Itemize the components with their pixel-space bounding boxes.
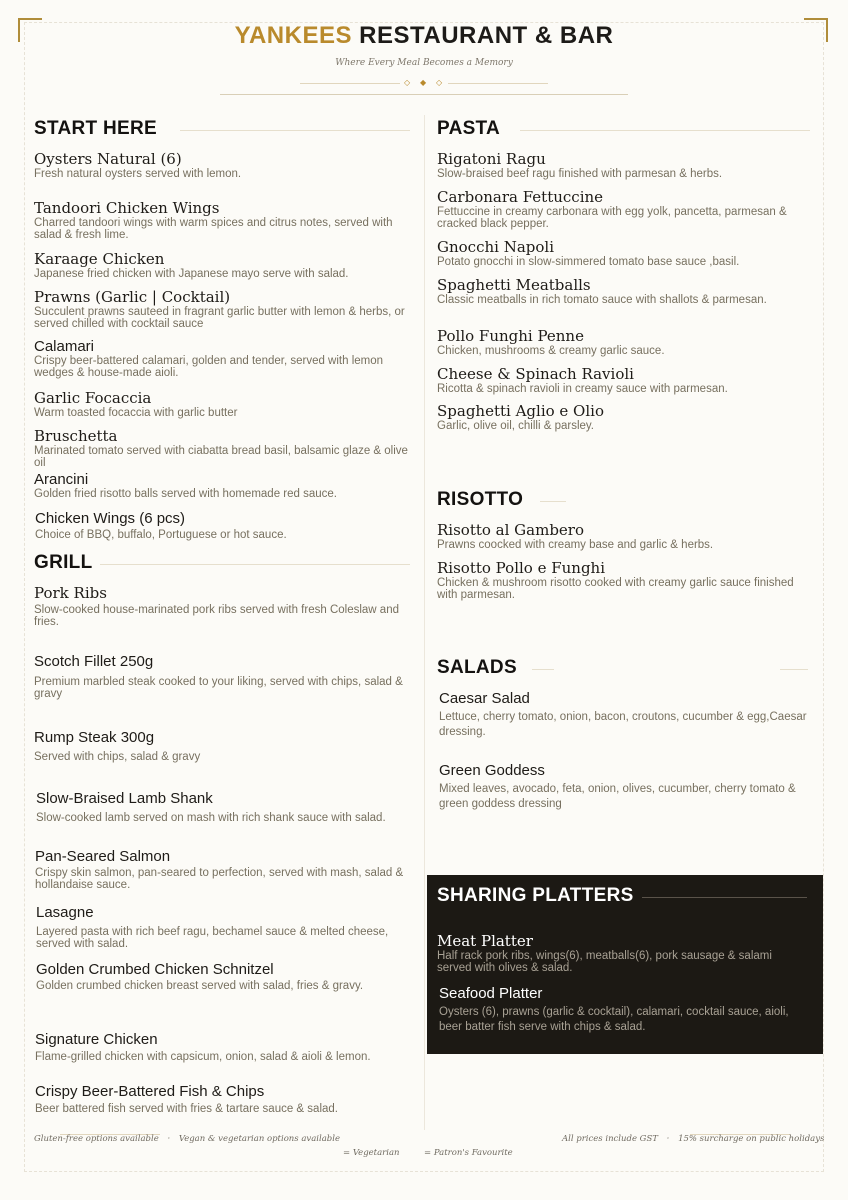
- item-name: Bruschetta: [34, 427, 118, 445]
- item-description: Crispy beer-battered calamari, golden and tender, served with lemon wedges & house-made aioli.: [34, 355, 384, 379]
- item-description: Warm toasted focaccia with garlic butter: [34, 407, 238, 419]
- menu-item: [35, 1083, 415, 1115]
- item-name: Prawns (Garlic | Cocktail): [34, 288, 231, 306]
- item-description: Prawns coocked with creamy base and garlic & herbs.: [437, 539, 714, 551]
- menu-item: [437, 239, 817, 268]
- section-title-grill: GRILL: [34, 552, 93, 573]
- header-ornament: [0, 78, 848, 90]
- section-title-salads: SALADS: [437, 657, 517, 678]
- gst-note: All prices include GST: [562, 1134, 658, 1144]
- menu-item: [34, 428, 414, 469]
- item-description: Garlic, olive oil, chilli & parsley.: [437, 420, 595, 432]
- ornament-line-right: [448, 83, 548, 84]
- item-description: Premium marbled steak cooked to your liking, served with chips, salad & gravy: [34, 676, 403, 700]
- item-description: Oysters (6), prawns (garlic & cocktail), calamari, cocktail sauce, aioli, beer batter fish serve with chips & salad.: [439, 1006, 789, 1033]
- menu-item: [437, 403, 817, 432]
- item-name: Slow-Braised Lamb Shank: [36, 790, 213, 807]
- menu-item: [34, 390, 414, 419]
- item-description: Fettuccine in creamy carbonara with egg yolk, pancetta, parmesan & cracked black pepper.: [437, 206, 787, 230]
- item-description: Lettuce, cherry tomato, onion, bacon, croutons, cucumber & egg,Caesar dressing.: [439, 711, 807, 738]
- item-name: Golden Crumbed Chicken Schnitzel: [36, 961, 274, 978]
- item-description: Mixed leaves, avocado, feta, onion, olives, cucumber, cherry tomato & green goddess dressing: [439, 783, 796, 810]
- section-divider: [540, 501, 566, 502]
- menu-item: [439, 985, 809, 1035]
- sharing-platters-panel: [427, 875, 823, 1054]
- item-description: Japanese fried chicken with Japanese mayo serve with salad.: [34, 268, 349, 280]
- section-title-pasta: PASTA: [437, 118, 501, 139]
- item-name: Spaghetti Meatballs: [437, 276, 591, 294]
- item-description: Slow-cooked house-marinated pork ribs served with fresh Coleslaw and fries.: [34, 604, 399, 628]
- item-description: Potato gnocchi in slow-simmered tomato base sauce ,basil.: [437, 256, 740, 268]
- section-divider: [180, 130, 410, 131]
- item-description: Served with chips, salad & gravy: [34, 751, 201, 763]
- item-description: Beer battered fish served with fries & tartare sauce & salad.: [35, 1103, 338, 1115]
- menu-item: [34, 653, 414, 700]
- menu-item: [437, 328, 817, 357]
- menu-item: [437, 522, 817, 551]
- item-name: Scotch Fillet 250g: [34, 653, 154, 670]
- item-name: Garlic Focaccia: [34, 389, 152, 407]
- title-rest: RESTAURANT & BAR: [359, 22, 614, 49]
- menu-item: [437, 933, 807, 974]
- menu-item: [437, 277, 817, 306]
- item-name: Rigatoni Ragu: [437, 150, 546, 168]
- item-name: Pork Ribs: [34, 584, 107, 602]
- item-description: Flame-grilled chicken with capsicum, onion, salad & aioli & lemon.: [35, 1051, 371, 1063]
- item-name: Oysters Natural (6): [34, 150, 182, 168]
- item-name: Spaghetti Aglio e Olio: [437, 402, 604, 420]
- item-description: Choice of BBQ, buffalo, Portuguese or hot sauce.: [35, 529, 287, 541]
- item-name: Green Goddess: [439, 762, 545, 779]
- menu-item: [34, 200, 414, 241]
- item-name: Crispy Beer-Battered Fish & Chips: [35, 1083, 265, 1100]
- surcharge-note: 15% surcharge on public holidays: [678, 1134, 825, 1144]
- diamond-icon: ◇: [436, 78, 443, 87]
- item-name: Pan-Seared Salmon: [35, 848, 171, 865]
- item-description: Charred tandoori wings with warm spices and citrus notes, served with salad & fresh lime.: [34, 217, 393, 241]
- item-name: Gnocchi Napoli: [437, 238, 554, 256]
- menu-item: [34, 251, 414, 280]
- section-divider: [100, 564, 410, 565]
- menu-item: [36, 961, 416, 992]
- section-divider: [642, 897, 807, 898]
- item-name: Pollo Funghi Penne: [437, 327, 584, 345]
- legend-favourite: = Patron's Favourite: [424, 1148, 513, 1158]
- ornament-line-left: [300, 83, 400, 84]
- item-name: Signature Chicken: [35, 1031, 158, 1048]
- menu-item: [35, 510, 415, 541]
- item-name: Cheese & Spinach Ravioli: [437, 365, 634, 383]
- menu-item: [437, 189, 817, 230]
- item-name: Seafood Platter: [439, 985, 543, 1002]
- item-description: Ricotta & spinach ravioli in creamy sauce with parmesan.: [437, 383, 728, 395]
- menu-item: [439, 762, 819, 812]
- section-divider: [532, 669, 554, 670]
- diamond-icon: ◇: [404, 78, 411, 87]
- menu-item: [34, 471, 414, 500]
- footnote-pricing: All prices include GST · 15% surcharge on public holidays: [562, 1134, 825, 1144]
- gluten-note: Gluten-free options available: [34, 1134, 159, 1144]
- menu-item: [34, 729, 414, 763]
- item-name: Lasagne: [36, 904, 94, 921]
- menu-item: [34, 151, 414, 180]
- section-divider: [780, 669, 808, 670]
- restaurant-title: [0, 22, 848, 50]
- item-description: Slow-cooked lamb served on mash with rich shank sauce with salad.: [36, 812, 386, 824]
- menu-item: [34, 289, 414, 330]
- section-divider: [520, 130, 810, 131]
- item-name: Risotto al Gambero: [437, 521, 585, 539]
- vegan-note: Vegan & vegetarian options available: [178, 1134, 340, 1144]
- section-title-sharing-platters: SHARING PLATTERS: [437, 885, 634, 906]
- legend-vegetarian: = Vegetarian: [343, 1148, 400, 1158]
- item-description: Golden fried risotto balls served with homemade red sauce.: [34, 488, 337, 500]
- menu-item: [439, 690, 819, 740]
- item-description: Fresh natural oysters served with lemon.: [34, 168, 242, 180]
- column-divider: [424, 115, 425, 1130]
- item-description: Chicken & mushroom risotto cooked with creamy garlic sauce finished with parmesan.: [437, 577, 794, 601]
- item-name: Karaage Chicken: [34, 250, 165, 268]
- menu-item: [36, 904, 416, 950]
- menu-item: [437, 366, 817, 395]
- item-description: Crispy skin salmon, pan-seared to perfection, served with mash, salad & hollandaise sauce.: [35, 867, 404, 891]
- item-name: Tandoori Chicken Wings: [34, 199, 220, 217]
- menu-item: [35, 1031, 415, 1063]
- menu-header: [0, 22, 848, 68]
- menu-item: [437, 560, 817, 601]
- menu-item: [437, 151, 817, 180]
- item-description: Golden crumbed chicken breast served with salad, fries & gravy.: [36, 980, 364, 992]
- footnote-dietary: Gluten-free options available · Vegan & vegetarian options available: [34, 1134, 340, 1144]
- item-name: Rump Steak 300g: [34, 729, 155, 746]
- tagline: Where Every Meal Becomes a Memory: [335, 58, 513, 68]
- item-description: Chicken, mushrooms & creamy garlic sauce.: [437, 345, 665, 357]
- item-name: Caesar Salad: [439, 690, 530, 707]
- item-description: Marinated tomato served with ciabatta bread basil, balsamic glaze & olive oil: [34, 445, 408, 469]
- header-rule: [220, 94, 628, 95]
- item-name: Carbonara Fettuccine: [437, 188, 604, 206]
- item-description: Half rack pork ribs, wings(6), meatballs(6), pork sausage & salami served with olives & salad.: [437, 950, 772, 974]
- menu-item: [35, 848, 415, 891]
- item-description: Slow-braised beef ragu finished with parmesan & herbs.: [437, 168, 723, 180]
- item-name: Arancini: [34, 471, 89, 488]
- diamond-icon: ◆: [420, 78, 427, 87]
- section-title-start-here: START HERE: [34, 118, 157, 139]
- item-name: Chicken Wings (6 pcs): [35, 510, 186, 527]
- item-name: Calamari: [34, 338, 95, 355]
- item-name: Risotto Pollo e Funghi: [437, 559, 606, 577]
- item-description: Succulent prawns sauteed in fragrant garlic butter with lemon & herbs, or served chilled with cocktail sauce: [34, 306, 405, 330]
- section-title-risotto: RISOTTO: [437, 489, 524, 510]
- item-description: Layered pasta with rich beef ragu, bechamel sauce & melted cheese, served with salad.: [36, 926, 389, 950]
- item-description: Classic meatballs in rich tomato sauce with shallots & parmesan.: [437, 294, 767, 306]
- menu-item: [36, 790, 416, 824]
- item-name: Meat Platter: [437, 932, 533, 950]
- title-accent: YANKEES: [234, 22, 352, 49]
- menu-item: [34, 585, 414, 628]
- menu-item: [34, 338, 414, 379]
